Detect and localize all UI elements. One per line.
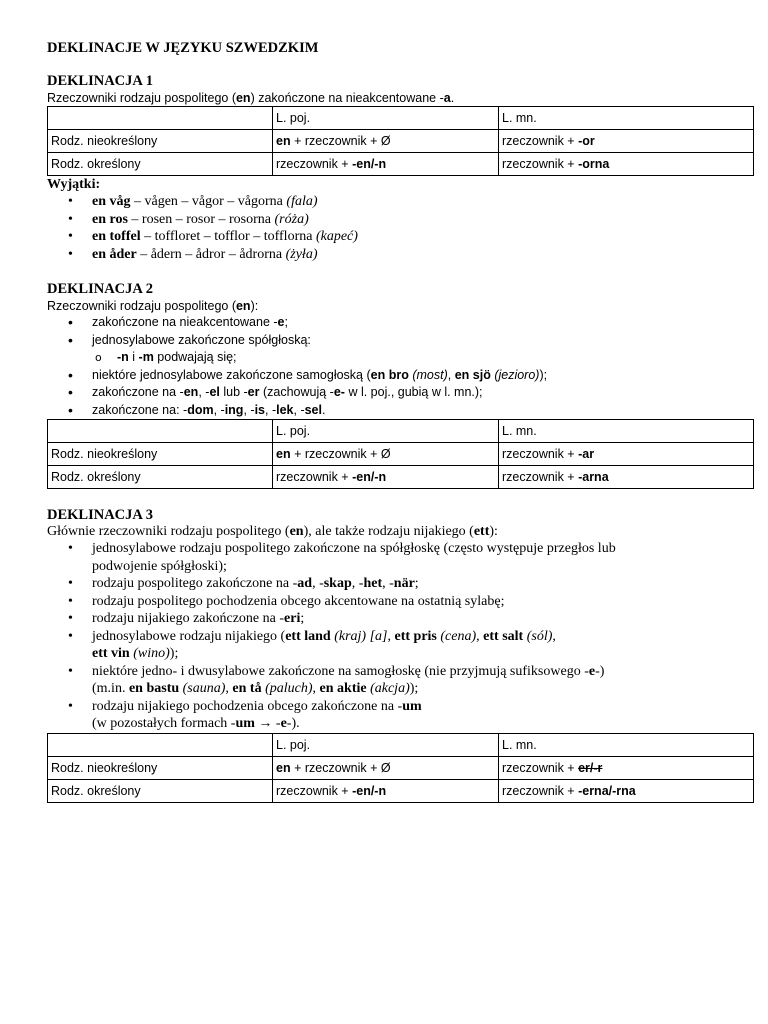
table-header-row — [48, 420, 754, 443]
declension-table — [47, 419, 754, 489]
list-item: • en ros – rosen – rosor – rosorna (róża) — [68, 211, 309, 227]
table-header-cell — [48, 420, 273, 443]
table-row — [48, 756, 754, 779]
table-header-cell: L. mn. — [499, 107, 754, 130]
list-item: • rodzaju pospolitego pochodzenia obcego akcentowane na ostatnią sylabę; — [68, 593, 505, 609]
list-item: • en toffel – toffloret – tofflor – tofflorna (kapeć) — [68, 229, 358, 244]
rules-list — [47, 540, 752, 733]
exceptions-title: Wyjątki: — [47, 177, 101, 192]
list-item: • jednosylabowe rodzaju pospolitego zakończone na spółgłoskę (często występuje przegłos lub podwojenie spółgłoski); — [68, 541, 616, 574]
table-row — [48, 466, 754, 489]
table-cell: rzeczownik + -en/-n — [273, 779, 499, 802]
section-declension-2 — [47, 281, 752, 489]
row-label: Rodz. określony — [48, 779, 273, 802]
table-row — [48, 153, 754, 176]
table-header-cell: L. mn. — [499, 733, 754, 756]
row-label: Rodz. nieokreślony — [48, 443, 273, 466]
table-header-cell — [48, 107, 273, 130]
row-label: Rodz. określony — [48, 153, 273, 176]
list-item: • jednosylabowe zakończone spółgłoską: — [68, 331, 311, 348]
table-cell: rzeczownik + -orna — [499, 153, 754, 176]
table-cell: rzeczownik + -ar — [499, 443, 754, 466]
table-cell: en + rzeczownik + Ø — [273, 130, 499, 153]
table-cell: rzeczownik + er/-r — [499, 756, 754, 779]
table-cell: en + rzeczownik + Ø — [273, 443, 499, 466]
rules-list — [47, 314, 752, 349]
list-item: • niektóre jednosylabowe zakończone samogłoską (en bro (most), en sjö (jezioro)); — [68, 366, 548, 383]
section-title: DEKLINACJA 3 — [47, 507, 153, 523]
list-item: • rodzaju pospolitego zakończone na -ad, -skap, -het, -när; — [68, 576, 419, 591]
list-item: • en våg – vågen – vågor – vågorna (fala) — [68, 194, 318, 209]
table-row — [48, 779, 754, 802]
list-item: • en åder – ådern – ådror – ådrorna (żyła) — [68, 246, 318, 262]
section-intro: Rzeczowniki rodzaju pospolitego (en): — [47, 299, 259, 313]
table-cell: rzeczownik + -or — [499, 130, 754, 153]
section-intro: Rzeczowniki rodzaju pospolitego (en) zakończone na nieakcentowane -a. — [47, 91, 455, 105]
table-header-cell: L. mn. — [499, 420, 754, 443]
table-header-cell: L. poj. — [273, 107, 499, 130]
row-label: Rodz. określony — [48, 466, 273, 489]
table-header-row — [48, 107, 754, 130]
table-cell: rzeczownik + -erna/-rna — [499, 779, 754, 802]
section-title: DEKLINACJA 1 — [47, 73, 153, 89]
list-item: • rodzaju nijakiego zakończone na -eri; — [68, 611, 305, 626]
declension-table — [47, 733, 754, 803]
table-cell: en + rzeczownik + Ø — [273, 756, 499, 779]
table-header-cell — [48, 733, 273, 756]
list-item: • zakończone na nieakcentowane -e; — [68, 314, 288, 330]
declension-table — [47, 106, 754, 176]
table-cell: rzeczownik + -en/-n — [273, 153, 499, 176]
row-label: Rodz. nieokreślony — [48, 130, 273, 153]
list-item: • rodzaju nijakiego pochodzenia obcego zakończone na -um (w pozostałych formach -um → -e-). — [68, 698, 422, 731]
document-title: DEKLINACJE W JĘZYKU SZWEDZKIM — [47, 40, 319, 56]
rules-list — [47, 367, 752, 420]
list-item: • zakończone na -en, -el lub -er (zachowują -e- w l. poj., gubią w l. mn.); — [68, 384, 483, 400]
table-row — [48, 130, 754, 153]
table-header-cell: L. poj. — [273, 733, 499, 756]
section-title: DEKLINACJA 2 — [47, 281, 153, 297]
table-cell: rzeczownik + -arna — [499, 466, 754, 489]
section-declension-1 — [47, 73, 752, 263]
sub-list — [47, 349, 752, 367]
section-declension-3 — [47, 507, 752, 803]
exceptions-list — [47, 193, 752, 263]
list-item: o -n i -m podwajają się; — [95, 350, 237, 364]
table-cell: rzeczownik + -en/-n — [273, 466, 499, 489]
list-item: • niektóre jedno- i dwusylabowe zakończone na samogłoskę (nie przyjmują sufiksowego -e-) (m.in. en bastu (sauna), en tå (paluch), en aktie (akcja)); — [68, 663, 605, 696]
table-row — [48, 443, 754, 466]
list-item: • zakończone na: -dom, -ing, -is, -lek, -sel. — [68, 401, 326, 418]
row-label: Rodz. nieokreślony — [48, 756, 273, 779]
table-header-row — [48, 733, 754, 756]
table-header-cell: L. poj. — [273, 420, 499, 443]
section-intro: Głównie rzeczowniki rodzaju pospolitego (en), ale także rodzaju nijakiego (ett): — [47, 524, 498, 539]
document-page — [47, 40, 752, 803]
list-item: • jednosylabowe rodzaju nijakiego (ett land (kraj) [a], ett pris (cena), ett salt (sól), ett vin (wino)); — [68, 628, 556, 661]
